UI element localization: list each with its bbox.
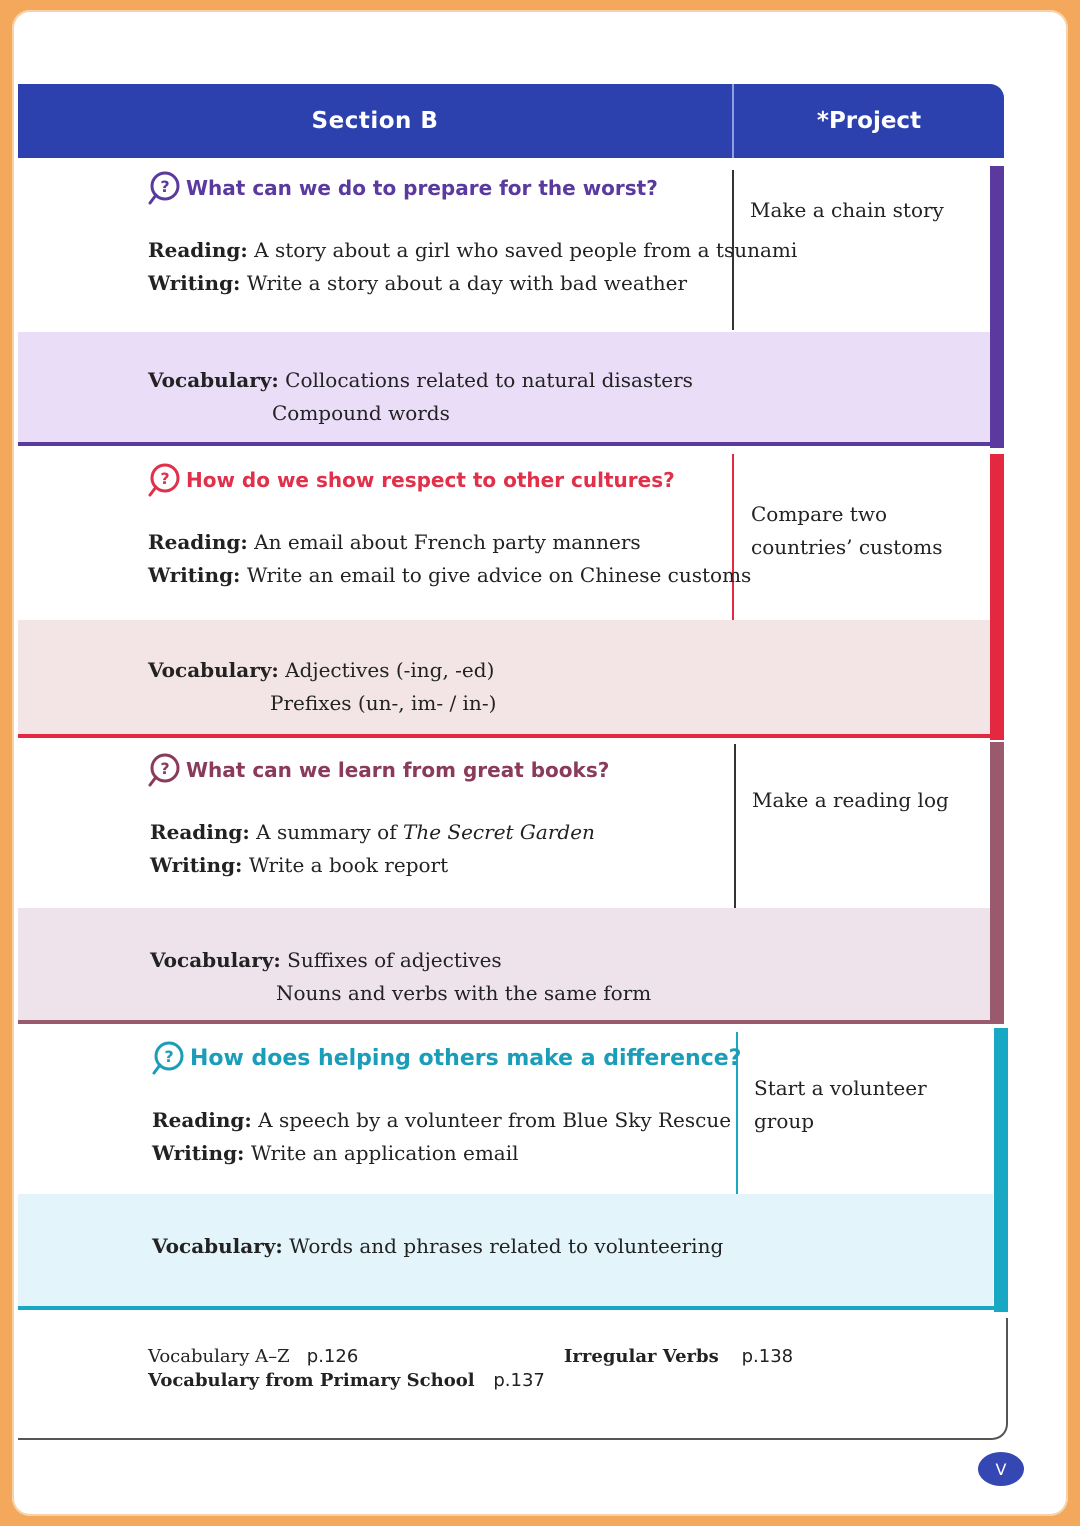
vocabulary-item: Nouns and verbs with the same form <box>276 981 652 1005</box>
reading-line: Reading: A summary of The Secret Garden <box>150 820 595 844</box>
unit-question <box>146 462 675 498</box>
unit-2 <box>18 450 1008 740</box>
unit-color-bar <box>990 166 1004 448</box>
unit-1 <box>18 158 1008 448</box>
svg-text:?: ? <box>160 177 170 196</box>
unit-question <box>150 1040 741 1076</box>
reading-line: Reading: A story about a girl who saved people from a tsunami <box>148 238 798 262</box>
project-heading: *Project <box>816 108 922 134</box>
unit-color-bar <box>990 742 1004 1024</box>
table-header <box>18 84 1004 158</box>
question-bubble-icon <box>146 462 182 498</box>
question-bubble-icon <box>150 1040 186 1076</box>
question-bubble-icon <box>146 170 182 206</box>
project-text: Start a volunteer group <box>754 1076 927 1133</box>
question-bubble-icon <box>146 752 182 788</box>
unit-question <box>146 170 658 206</box>
vocabulary-line: Vocabulary: Suffixes of adjectives <box>150 948 502 972</box>
writing-line: Writing: Write a book report <box>150 853 449 877</box>
svg-text:?: ? <box>160 759 170 778</box>
writing-line: Writing: Write a story about a day with bad weather <box>148 271 688 295</box>
column-divider <box>732 454 734 620</box>
page <box>12 10 1068 1516</box>
unit-3 <box>18 740 1008 1028</box>
question-text: What can we learn from great books? <box>186 758 610 782</box>
unit-bottom-line <box>18 734 1004 738</box>
project-text: Compare two countries’ customs <box>751 502 943 559</box>
svg-text:?: ? <box>160 469 170 488</box>
unit-bottom-line <box>18 442 1004 446</box>
vocab-primary-entry: Vocabulary from Primary School p.137 <box>148 1370 545 1391</box>
section-b-heading: Section B <box>311 108 439 134</box>
question-text: How do we show respect to other cultures? <box>186 468 675 492</box>
project-text: Make a reading log <box>752 788 949 812</box>
vocabulary-line: Vocabulary: Adjectives (-ing, -ed) <box>148 658 495 682</box>
question-text: What can we do to prepare for the worst? <box>186 176 658 200</box>
reading-line: Reading: A speech by a volunteer from Blue Sky Rescue <box>152 1108 732 1132</box>
unit-color-bar <box>994 1028 1008 1312</box>
unit-4 <box>18 1028 1008 1316</box>
irregular-verbs-entry: Irregular Verbs p.138 <box>564 1346 794 1367</box>
unit-bottom-line <box>18 1020 1004 1024</box>
unit-bottom-line <box>18 1306 1008 1310</box>
unit-question <box>146 752 609 788</box>
vocabulary-item: Prefixes (un-, im- / in-) <box>270 691 497 715</box>
project-text: Make a chain story <box>750 198 944 222</box>
svg-text:?: ? <box>164 1047 174 1066</box>
unit-color-bar <box>990 454 1004 740</box>
question-text: How does helping others make a difference? <box>190 1045 742 1071</box>
vocabulary-item: Compound words <box>272 401 450 425</box>
writing-line: Writing: Write an application email <box>152 1141 519 1165</box>
vocabulary-line: Vocabulary: Words and phrases related to volunteering <box>152 1234 724 1258</box>
vocabulary-line: Vocabulary: Collocations related to natural disasters <box>148 368 693 392</box>
page-number: V <box>978 1452 1024 1486</box>
column-divider <box>734 744 736 908</box>
vocab-az-entry: Vocabulary A–Z p.126 <box>148 1346 359 1367</box>
reading-line: Reading: An email about French party manners <box>148 530 641 554</box>
writing-line: Writing: Write an email to give advice on Chinese customs <box>148 563 752 587</box>
